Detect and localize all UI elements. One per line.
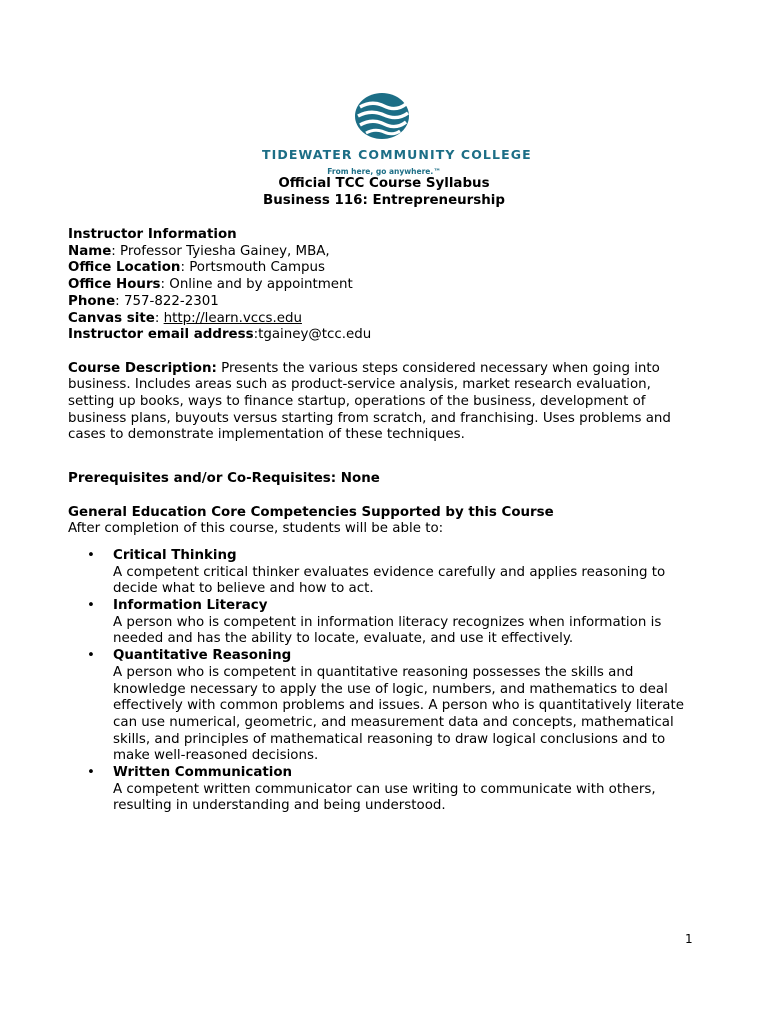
- page-number: 1: [685, 932, 693, 946]
- office-hours-line: [68, 277, 708, 294]
- canvas-site-separator: :: [154, 310, 164, 326]
- competencies-heading: General Education Core Competencies Supported by this Course: [68, 504, 554, 520]
- list-item: [68, 548, 698, 598]
- competency-text: A person who is competent in information literacy recognizes when information is needed and has the ability to locate, evaluate, and use it effectively.: [113, 614, 662, 647]
- email-line: [68, 327, 708, 344]
- competencies-list: [68, 548, 708, 815]
- course-description-label: Course Description:: [68, 360, 217, 376]
- college-logo: [262, 90, 532, 178]
- college-name: TIDEWATER COMMUNITY COLLEGE: [262, 147, 532, 162]
- prerequisites-heading: Prerequisites and/or Co-Requisites: None: [68, 471, 380, 487]
- name-label: Name: [68, 243, 112, 259]
- list-item: [68, 648, 698, 765]
- phone-value: : 757-822-2301: [115, 293, 219, 309]
- course-description: [68, 361, 698, 445]
- office-hours-value: : Online and by appointment: [160, 277, 353, 293]
- canvas-site-link[interactable]: http://learn.vccs.edu: [163, 310, 302, 326]
- office-location-value: : Portsmouth Campus: [180, 260, 326, 276]
- syllabus-content: [68, 227, 708, 815]
- list-item: [68, 765, 698, 815]
- bullet-icon: •: [87, 598, 95, 614]
- canvas-site-label: Canvas site: [68, 310, 155, 326]
- competency-title: Written Communication: [113, 765, 293, 781]
- competency-text: A person who is competent in quantitative reasoning possesses the skills and knowledge necessary to apply the use of logic, numbers, and mathematics to deal effectively with common problems and issues. A person who is quantitatively literate can use numerical, geometric, and measurement data and concepts, mathematical skills, and principles of mathematical reasoning to draw logical conclusions and to make well-reasoned decisions.: [113, 664, 685, 764]
- competency-title: Quantitative Reasoning: [113, 648, 292, 664]
- competency-title: Critical Thinking: [113, 547, 237, 563]
- email-label: Instructor email address: [68, 327, 254, 343]
- bullet-icon: •: [87, 648, 95, 664]
- name-value: : Professor Tyiesha Gainey, MBA,: [111, 243, 330, 259]
- phone-label: Phone: [68, 293, 116, 309]
- office-location-line: [68, 260, 708, 277]
- canvas-site-line: [68, 311, 708, 328]
- bullet-icon: •: [87, 547, 95, 563]
- phone-line: [68, 294, 708, 311]
- syllabus-title: Official TCC Course Syllabus: [278, 176, 490, 191]
- document-title-block: [0, 176, 768, 209]
- bullet-icon: •: [87, 765, 95, 781]
- list-item: [68, 598, 698, 648]
- instructor-heading: Instructor Information: [68, 227, 237, 242]
- course-description-text: Presents the various steps considered necessary when going into business. Includes areas such as product-service analysis, market research evaluation, setting up books, ways to finance startup, operations of the business, development of business plans, buyouts versus starting from scratch, and franchising. Uses problems and cases to demonstrate implementation of these techniques.: [68, 360, 671, 443]
- competencies-intro: After completion of this course, students will be able to:: [68, 521, 444, 537]
- course-title: Business 116: Entrepreneurship: [263, 192, 505, 208]
- instructor-section: [68, 227, 708, 344]
- email-value: :tgainey@tcc.edu: [253, 327, 372, 343]
- competency-text: A competent written communicator can use writing to communicate with others, resulting in understanding and being understood.: [113, 781, 656, 814]
- competency-text: A competent critical thinker evaluates evidence carefully and applies reasoning to decide what to believe and how to act.: [113, 564, 666, 597]
- instructor-name-line: [68, 244, 708, 261]
- college-tagline: From here, go anywhere.™: [327, 167, 441, 176]
- office-location-label: Office Location: [68, 260, 181, 276]
- office-hours-label: Office Hours: [68, 277, 161, 293]
- college-emblem-icon: [354, 92, 410, 140]
- competency-title: Information Literacy: [113, 598, 268, 614]
